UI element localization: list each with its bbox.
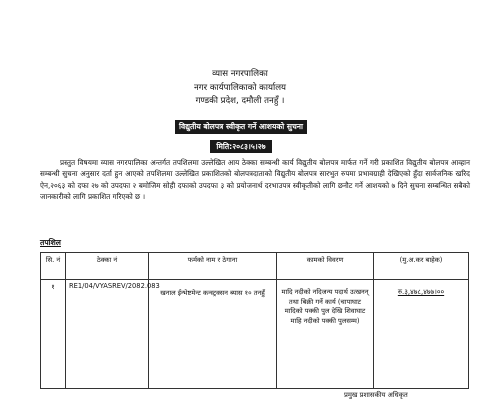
- office-header: [0, 68, 480, 109]
- notice-title: विद्युतीय बोलपत्र स्वीकृत गर्ने आशयको सुचना: [175, 120, 307, 134]
- header-firm: फर्मको नाम र ठेगाना: [149, 253, 277, 280]
- cell-tender-no: RE1/04/VYASREV/2082.083: [66, 280, 149, 389]
- header-work: कामको विवरण: [277, 253, 374, 280]
- header-tender-no: ठेक्का नं: [66, 253, 149, 280]
- office-name: नगर कार्यपालिकाको कार्यालय: [193, 82, 287, 93]
- notice-body: प्रस्तुत विषयमा व्यास नगरपालिका अन्तर्गत तपशिलमा उल्लेखित आय ठेक्का सम्बन्धी कार्य विद्युतीय बोलपत्र मार्फत गर्ने गरी प्रकाशित विद्युतीय बोलपत्र आव्हान सम्बन्धी सुचना अनुसार दर्ता हुन आएको तपशिलमा उल्लेखित प्रकाशितको बोलपत्रदाताको विद्युतीय बोलपत्र सारभुत रुपमा प्रभावग्राही देखिएको हुँदा सार्वजनिक खरिद ऐन,२०६३ को दफा २७ को उपदफा २ बमोजिम सोही दफाको उपदफा ३ को प्रयोजनार्थ दरभाउपत्र स्वीकृतीको लागि छनौट गर्ने आशयको ७ दिने सुचना सम्बन्धित सबैको जानकारीको लागि प्रकाशित गरिएको छ ।: [40, 158, 470, 201]
- notice-date: मिति:२०८३।५।२७: [210, 140, 271, 153]
- cell-work: मादि नदीको नदिजन्य पदार्थ उत्खनन् तथा बिक्री गर्ने कार्य (चापाघाट मादिको पक्की पुल देखि शिवाघाट माहि नदीको पक्की पुलसम्म): [277, 280, 374, 389]
- signatory-title: प्रमुख प्रशासकीय अधिकृत: [344, 391, 408, 399]
- table-row: [41, 280, 469, 389]
- table-header-row: [41, 253, 469, 280]
- office-address: गण्डकी प्रदेश, दमौली तनहुँ ।: [195, 96, 285, 106]
- cell-firm: खनाल ईन्भेष्टमेन्ट कन्स्ट्रक्सन ब्यास १० तनहुँ: [149, 280, 277, 389]
- notice-title-block: [152, 114, 330, 151]
- header-sn: सि. नं: [41, 253, 66, 280]
- details-table: [40, 252, 469, 389]
- municipality-name: व्यास नगरपालिका: [212, 69, 268, 79]
- cell-amount: रु.३,४७८,४७७।००: [374, 280, 469, 389]
- details-label: तपशिल: [40, 238, 61, 247]
- cell-sn: १: [41, 280, 66, 389]
- header-amount: (मु.अ.कर बाहेक): [374, 253, 469, 280]
